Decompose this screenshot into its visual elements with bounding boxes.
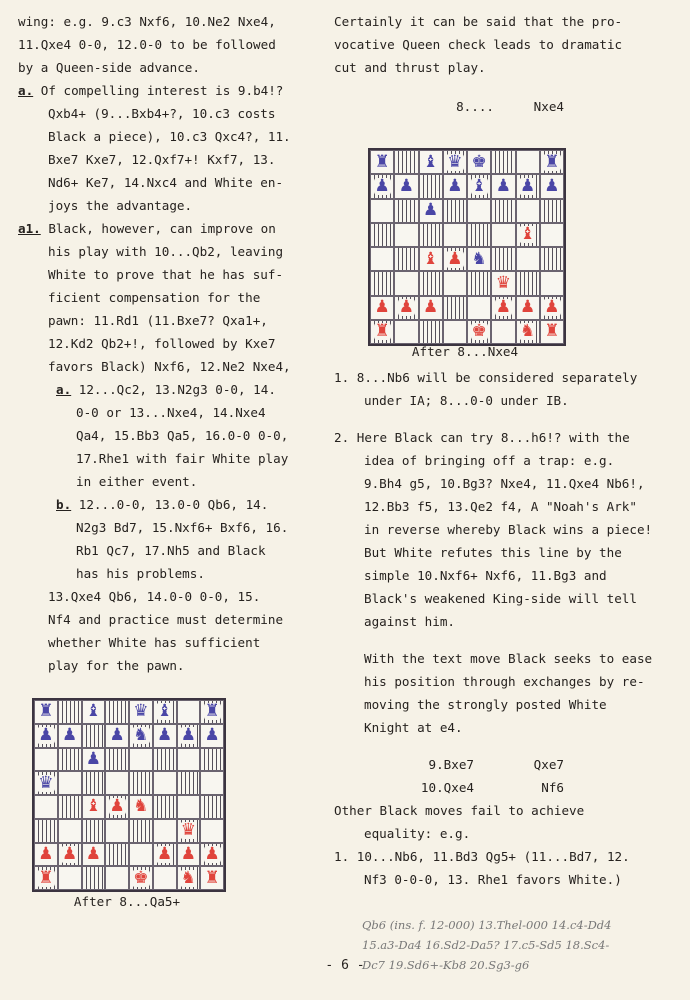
white-queen-icon: ♛	[180, 820, 196, 841]
white-rook-icon: ♜	[38, 867, 54, 888]
board-square	[177, 843, 201, 867]
board-square	[491, 174, 515, 198]
note-label: a.	[18, 83, 34, 98]
text-line: Nd6+ Ke7, 14.Nxc4 and White en-	[48, 175, 284, 190]
text-line: Bxe7 Kxe7, 12.Qxf7+! Kxf7, 13.	[48, 152, 276, 167]
text-line: cut and thrust play.	[334, 60, 486, 75]
text-line: by a Queen-side advance.	[18, 60, 200, 75]
board-square	[58, 866, 82, 890]
white-pawn-icon: ♟	[398, 297, 414, 318]
board-square	[129, 700, 153, 724]
handwritten-note: Dc7 19.Sd6+-Kb8 20.Sg3-g6	[362, 958, 530, 972]
sub-b-first-line: b. 12...0-0, 13.0-0 Qb6, 14.	[56, 497, 269, 512]
white-pawn-icon: ♟	[38, 843, 54, 864]
black-queen-icon: ♛	[133, 701, 149, 722]
board-square	[370, 199, 394, 223]
board-square	[34, 795, 58, 819]
text-line: ficient compensation for the	[48, 290, 261, 305]
black-pawn-icon: ♟	[520, 175, 536, 196]
text-line: favors Black) Nxf6, 12.Ne2 Nxe4,	[48, 359, 291, 374]
black-pawn-icon: ♟	[423, 200, 439, 221]
board-square	[540, 320, 564, 344]
board-square	[82, 748, 106, 772]
board-square	[200, 748, 224, 772]
white-pawn-icon: ♟	[109, 796, 125, 817]
text-line: With the text move Black seeks to ease	[364, 651, 653, 666]
board-square	[129, 819, 153, 843]
white-pawn-icon: ♟	[495, 297, 511, 318]
board-square	[370, 271, 394, 295]
text-line: equality: e.g.	[364, 826, 471, 841]
text-line: wing: e.g. 9.c3 Nxf6, 10.Ne2 Nxe4,	[18, 14, 276, 29]
board-square	[129, 748, 153, 772]
text-line: 12.Bb3 f5, 13.Qe2 f4, A "Noah's Ark"	[364, 499, 637, 514]
board-square	[394, 199, 418, 223]
board-square	[177, 819, 201, 843]
text-line: vocative Queen check leads to dramatic	[334, 37, 623, 52]
black-pawn-icon: ♟	[398, 175, 414, 196]
black-queen-icon: ♛	[447, 151, 463, 172]
text-line: idea of bringing off a trap: e.g.	[364, 453, 615, 468]
board-square	[200, 819, 224, 843]
board-square	[419, 223, 443, 247]
board-square	[153, 748, 177, 772]
black-pawn-icon: ♟	[157, 725, 173, 746]
board-square	[153, 795, 177, 819]
board-square	[34, 771, 58, 795]
board-square	[419, 174, 443, 198]
board-square	[177, 748, 201, 772]
white-bishop-icon: ♝	[520, 224, 536, 245]
board-square	[105, 771, 129, 795]
board-square	[58, 700, 82, 724]
text-line: pawn: 11.Rd1 (11.Bxe7? Qxa1+,	[48, 313, 268, 328]
board-square	[34, 700, 58, 724]
board-square	[370, 247, 394, 271]
board-square	[58, 843, 82, 867]
board-square	[129, 843, 153, 867]
black-king-icon: ♚	[471, 151, 487, 172]
text-line: Knight at e4.	[364, 720, 463, 735]
board-square	[129, 866, 153, 890]
text-line: joys the advantage.	[48, 198, 193, 213]
white-rook-icon: ♜	[204, 867, 220, 888]
move-black: Qxe7	[533, 757, 564, 772]
black-pawn-icon: ♟	[85, 748, 101, 769]
text-line: in either event.	[76, 474, 198, 489]
board-square	[34, 724, 58, 748]
board-square	[443, 271, 467, 295]
board-square	[394, 174, 418, 198]
black-rook-icon: ♜	[204, 701, 220, 722]
move-number: 8....	[456, 99, 494, 114]
board-square	[177, 700, 201, 724]
board-square	[58, 795, 82, 819]
main-move-line	[334, 95, 679, 118]
board-square	[58, 819, 82, 843]
board-square	[540, 174, 564, 198]
diagram-caption: After 8...Nxe4	[411, 344, 519, 359]
text-line: his play with 10...Qb2, leaving	[48, 244, 284, 259]
board-square	[200, 724, 224, 748]
board-square	[516, 247, 540, 271]
board-square	[82, 843, 106, 867]
text-line: 12.Kd2 Qb2+!, followed by Kxe7	[48, 336, 276, 351]
black-queen-icon: ♛	[38, 772, 54, 793]
text-line: 0-0 or 13...Nxe4, 14.Nxe4	[76, 405, 266, 420]
board-square	[34, 866, 58, 890]
text-line: Certainly it can be said that the pro-	[334, 14, 623, 29]
board-square	[105, 724, 129, 748]
board-square	[105, 843, 129, 867]
white-pawn-icon: ♟	[447, 248, 463, 269]
board-square	[82, 795, 106, 819]
handwritten-note: 15.a3-Da4 16.Sd2-Da5? 17.c5-Sd5 18.Sc4-	[362, 938, 610, 952]
board-square	[129, 771, 153, 795]
board-square	[467, 150, 491, 174]
board-square	[370, 174, 394, 198]
text-line: his position through exchanges by re-	[364, 674, 645, 689]
board-square	[491, 320, 515, 344]
board-square	[419, 199, 443, 223]
text-line: simple 10.Nxf6+ Nxf6, 11.Bg3 and	[364, 568, 607, 583]
white-knight-icon: ♞	[133, 796, 149, 817]
black-bishop-icon: ♝	[423, 151, 439, 172]
white-bishop-icon: ♝	[423, 248, 439, 269]
left-column	[18, 10, 320, 677]
white-pawn-icon: ♟	[423, 297, 439, 318]
board-square	[394, 320, 418, 344]
board-square	[105, 748, 129, 772]
move-white: 9.Bxe7	[428, 757, 474, 772]
board-square	[443, 199, 467, 223]
black-bishop-icon: ♝	[157, 701, 173, 722]
move-pair	[334, 753, 679, 776]
text-line: under IA; 8...0-0 under IB.	[364, 393, 569, 408]
board-square	[419, 150, 443, 174]
board-square	[370, 150, 394, 174]
text-line: Black's weakened King-side will tell	[364, 591, 637, 606]
board-square	[177, 724, 201, 748]
board-square	[34, 748, 58, 772]
board-square	[153, 724, 177, 748]
text-line: moving the strongly posted White	[364, 697, 607, 712]
board-square	[82, 771, 106, 795]
chess-diagram-after-nxe4	[368, 148, 566, 346]
board-square	[516, 223, 540, 247]
board-square	[200, 795, 224, 819]
text-line: Qxb4+ (9...Bxb4+?, 10.c3 costs	[48, 106, 276, 121]
text-line: Qa4, 15.Bb3 Qa5, 16.0-0 0-0,	[76, 428, 289, 443]
board-square	[129, 795, 153, 819]
white-pawn-icon: ♟	[62, 843, 78, 864]
board-square	[105, 700, 129, 724]
diagram-caption: After 8...Qa5+	[73, 894, 181, 909]
board-square	[200, 771, 224, 795]
board-square	[540, 296, 564, 320]
black-pawn-icon: ♟	[544, 175, 560, 196]
board-square	[443, 150, 467, 174]
board-square	[394, 247, 418, 271]
board-square	[419, 296, 443, 320]
text-line: N2g3 Bd7, 15.Nxf6+ Bxf6, 16.	[76, 520, 289, 535]
board-square	[58, 748, 82, 772]
board-square	[467, 247, 491, 271]
board-square	[34, 819, 58, 843]
board-square	[516, 271, 540, 295]
board-square	[491, 247, 515, 271]
board-square	[491, 150, 515, 174]
white-pawn-icon: ♟	[204, 843, 220, 864]
board-square	[153, 700, 177, 724]
white-king-icon: ♚	[133, 867, 149, 888]
black-bishop-icon: ♝	[85, 701, 101, 722]
black-pawn-icon: ♟	[62, 725, 78, 746]
text-line: against him.	[364, 614, 455, 629]
black-rook-icon: ♜	[374, 151, 390, 172]
white-pawn-icon: ♟	[520, 297, 536, 318]
board-square	[370, 223, 394, 247]
board-square	[491, 199, 515, 223]
board-square	[419, 247, 443, 271]
board-square	[516, 174, 540, 198]
board-square	[153, 819, 177, 843]
black-pawn-icon: ♟	[447, 175, 463, 196]
board-square	[443, 296, 467, 320]
text-line: Nf3 0-0-0, 13. Rhe1 favors White.)	[364, 872, 622, 887]
white-pawn-icon: ♟	[544, 297, 560, 318]
note-label: 2.	[334, 430, 350, 445]
board-square	[491, 271, 515, 295]
board-square	[105, 866, 129, 890]
black-bishop-icon: ♝	[471, 175, 487, 196]
board-square	[370, 320, 394, 344]
board-square	[200, 866, 224, 890]
chess-diagram-after-qa5	[32, 698, 226, 892]
board-square	[394, 223, 418, 247]
sub-a-first-line: a. 12...Qc2, 13.N2g3 0-0, 14.	[56, 382, 276, 397]
board-square	[394, 271, 418, 295]
board-square	[419, 271, 443, 295]
board-square	[540, 150, 564, 174]
note-a1-first-line: a1. Black, however, can improve on	[18, 221, 276, 236]
board-square	[443, 174, 467, 198]
board-square	[467, 320, 491, 344]
note-label: a.	[56, 382, 72, 397]
board-square	[153, 866, 177, 890]
board-square	[467, 199, 491, 223]
board-square	[516, 150, 540, 174]
move-black: Nxe4	[533, 99, 564, 114]
text-line: 9.Bh4 g5, 10.Bg3? Nxe4, 11.Qxe4 Nb6!,	[364, 476, 645, 491]
black-pawn-icon: ♟	[180, 725, 196, 746]
board-square	[200, 700, 224, 724]
board-square	[82, 724, 106, 748]
note-label: a1.	[18, 221, 41, 236]
white-pawn-icon: ♟	[180, 843, 196, 864]
board-square	[394, 296, 418, 320]
text-line: 11.Qxe4 0-0, 12.0-0 to be followed	[18, 37, 276, 52]
board-square	[153, 771, 177, 795]
text-line: whether White has sufficient	[48, 635, 261, 650]
board-square	[467, 271, 491, 295]
page-number: - 6 -	[325, 958, 365, 973]
black-pawn-icon: ♟	[204, 725, 220, 746]
text-line: Black a piece), 10.c3 Qxc4?, 11.	[48, 129, 291, 144]
board-square	[58, 724, 82, 748]
black-rook-icon: ♜	[38, 701, 54, 722]
board-square	[177, 771, 201, 795]
board-square	[516, 320, 540, 344]
black-knight-icon: ♞	[471, 248, 487, 269]
white-queen-icon: ♛	[495, 272, 511, 293]
white-pawn-icon: ♟	[374, 297, 390, 318]
board-square	[516, 199, 540, 223]
board-square	[540, 271, 564, 295]
note-label: b.	[56, 497, 72, 512]
final-note-first-line: 1. 10...Nb6, 11.Bd3 Qg5+ (11...Bd7, 12.	[334, 849, 630, 864]
note-2-first-line: 2. Here Black can try 8...h6!? with the	[334, 430, 630, 445]
board-square	[177, 866, 201, 890]
white-knight-icon: ♞	[180, 867, 196, 888]
white-rook-icon: ♜	[544, 321, 560, 342]
board-square	[491, 296, 515, 320]
black-pawn-icon: ♟	[374, 175, 390, 196]
board-square	[58, 771, 82, 795]
text-line: play for the pawn.	[48, 658, 185, 673]
board-square	[540, 223, 564, 247]
board-square	[153, 843, 177, 867]
board-square	[443, 320, 467, 344]
board-square	[491, 223, 515, 247]
white-king-icon: ♚	[471, 321, 487, 342]
board-square	[467, 296, 491, 320]
right-column-notes	[334, 366, 679, 891]
board-square	[540, 199, 564, 223]
board-square	[200, 843, 224, 867]
board-square	[177, 795, 201, 819]
text-line: 17.Rhe1 with fair White play	[76, 451, 289, 466]
note-label: 1.	[334, 849, 350, 864]
board-square	[516, 296, 540, 320]
board-square	[443, 247, 467, 271]
board-square	[82, 819, 106, 843]
white-pawn-icon: ♟	[157, 843, 173, 864]
board-square	[34, 843, 58, 867]
board-square	[467, 174, 491, 198]
text-line: White to prove that he has suf-	[48, 267, 284, 282]
white-rook-icon: ♜	[374, 321, 390, 342]
white-knight-icon: ♞	[520, 321, 536, 342]
board-square	[105, 819, 129, 843]
text-line: But White refutes this line by the	[364, 545, 622, 560]
move-white: 10.Qxe4	[420, 780, 474, 795]
text-line: Other Black moves fail to achieve	[334, 803, 585, 818]
black-pawn-icon: ♟	[495, 175, 511, 196]
board-square	[82, 866, 106, 890]
board-square	[82, 700, 106, 724]
note-1-first-line: 1. 8...Nb6 will be considered separately	[334, 370, 638, 385]
board-square	[394, 150, 418, 174]
note-a-first-line: a. Of compelling interest is 9.b4!?	[18, 83, 284, 98]
text-line: in reverse whereby Black wins a piece!	[364, 522, 653, 537]
text-line: Nf4 and practice must determine	[48, 612, 284, 627]
black-pawn-icon: ♟	[38, 725, 54, 746]
note-label: 1.	[334, 370, 350, 385]
white-pawn-icon: ♟	[85, 843, 101, 864]
board-square	[370, 296, 394, 320]
text-line: 13.Qxe4 Qb6, 14.0-0 0-0, 15.	[48, 589, 261, 604]
black-pawn-icon: ♟	[109, 725, 125, 746]
text-line: Rb1 Qc7, 17.Nh5 and Black	[76, 543, 266, 558]
black-rook-icon: ♜	[544, 151, 560, 172]
move-black: Nf6	[541, 780, 564, 795]
board-square	[419, 320, 443, 344]
right-column	[334, 10, 679, 118]
board-square	[540, 247, 564, 271]
board-square	[129, 724, 153, 748]
text-line: has his problems.	[76, 566, 205, 581]
board-square	[467, 223, 491, 247]
board-square	[443, 223, 467, 247]
board-square	[105, 795, 129, 819]
handwritten-note: Qb6 (ins. f. 12-000) 13.Thel-000 14.c4-Dd4	[362, 918, 612, 932]
black-knight-icon: ♞	[133, 725, 149, 746]
move-pair	[334, 776, 679, 799]
white-bishop-icon: ♝	[85, 796, 101, 817]
